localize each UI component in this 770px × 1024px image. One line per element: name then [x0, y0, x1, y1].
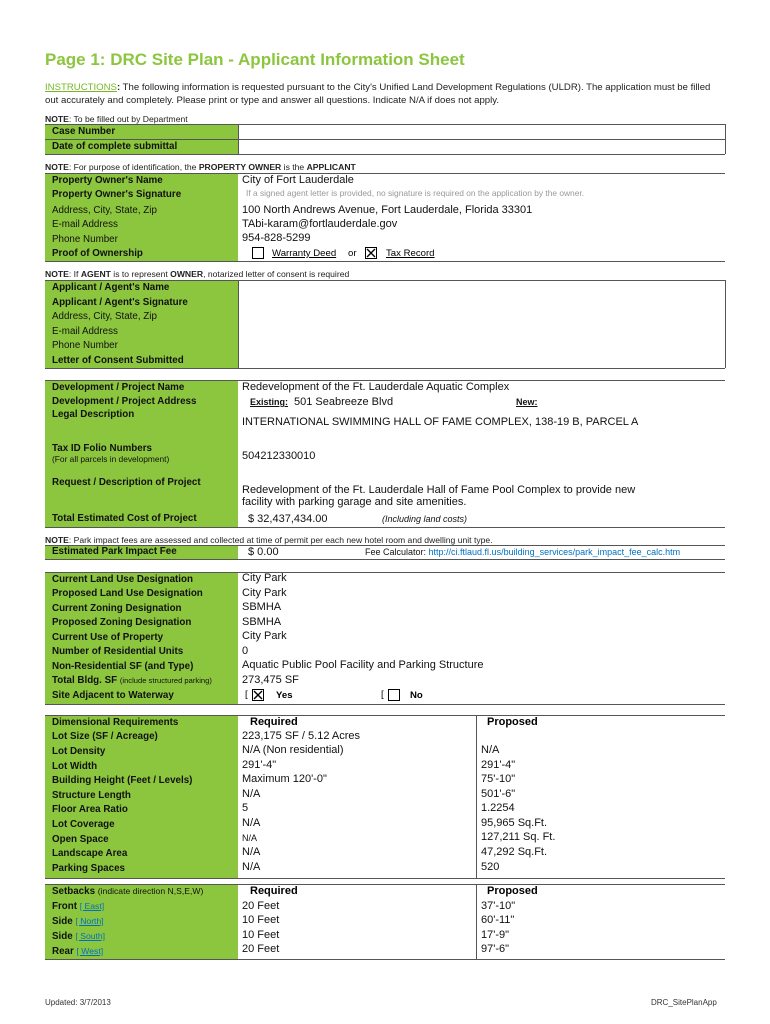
divider — [725, 124, 726, 154]
proposed-zoning-label: Proposed Zoning Designation — [52, 617, 192, 628]
divider — [45, 261, 725, 262]
tax-folio-sub: (For all parcels in development) — [52, 454, 170, 464]
owner-email-field[interactable]: TAbi-karam@fortlauderdale.gov — [242, 218, 398, 230]
current-land-use-field[interactable]: City Park — [242, 572, 287, 584]
proof-ownership-label: Proof of Ownership — [52, 248, 143, 259]
park-note: NOTE: Park impact fees are assessed and collected at time of permit per each new hotel room and dwelling unit type. — [45, 535, 493, 545]
waterway-no-checkbox[interactable] — [388, 689, 400, 701]
lot-density-label: Lot Density — [52, 746, 106, 757]
setback-front-required[interactable]: 20 Feet — [242, 900, 280, 912]
request-line2[interactable]: facility with parking garage and site amenities. — [242, 496, 467, 508]
lot-width-proposed[interactable]: 291'-4" — [481, 759, 516, 771]
setback-rear-label: Rear [ West] — [52, 946, 104, 957]
owner-signature-hint: If a signed agent letter is provided, no signature is required on the application by the owner. — [246, 188, 585, 198]
structure-length-proposed[interactable]: 501'-6" — [481, 788, 516, 800]
dimensional-header: Dimensional Requirements — [52, 717, 179, 728]
divider — [45, 715, 725, 716]
current-zoning-label: Current Zoning Designation — [52, 603, 182, 614]
total-bldg-sf-label: Total Bldg. SF (include structured parking) — [52, 675, 212, 686]
agent-signature-label: Applicant / Agent's Signature — [52, 297, 188, 308]
parking-spaces-label: Parking Spaces — [52, 863, 125, 874]
page-title: Page 1: DRC Site Plan - Applicant Information Sheet — [45, 50, 465, 69]
lot-size-required[interactable]: 223,175 SF / 5.12 Acres — [242, 730, 361, 742]
landscape-area-label: Landscape Area — [52, 848, 128, 859]
waterway-no-label: No — [410, 690, 423, 701]
owner-address-field[interactable]: 100 North Andrews Avenue, Fort Lauderdale, Florida 33301 — [242, 204, 533, 216]
legal-description-field[interactable]: INTERNATIONAL SWIMMING HALL OF FAME COMPLEX, 138-19 B, PARCEL A — [242, 416, 639, 428]
cost-note: (Including land costs) — [382, 514, 468, 524]
warranty-deed-label: Warranty Deed — [272, 248, 337, 259]
request-line1[interactable]: Redevelopment of the Ft. Lauderdale Hall of Fame Pool Complex to provide new — [242, 484, 636, 496]
landscape-area-required[interactable]: N/A — [242, 846, 261, 858]
proposed-zoning-field[interactable]: SBMHA — [242, 616, 282, 628]
structure-length-required[interactable]: N/A — [242, 788, 261, 800]
footer-updated: Updated: 3/7/2013 — [45, 998, 111, 1007]
divider — [45, 884, 725, 885]
open-space-label: Open Space — [52, 834, 109, 845]
setback-side2-label: Side [ South] — [52, 931, 106, 942]
setback-front-dir[interactable]: [ East] — [79, 901, 105, 911]
cost-label: Total Estimated Cost of Project — [52, 513, 197, 524]
park-fee-label: Estimated Park Impact Fee — [52, 546, 177, 557]
divider — [45, 173, 725, 174]
parking-spaces-proposed[interactable]: 520 — [481, 861, 500, 873]
owner-name-field[interactable]: City of Fort Lauderdale — [242, 174, 354, 186]
divider — [45, 878, 725, 879]
tax-record-label: Tax Record — [386, 248, 435, 259]
cost-field[interactable]: $ 32,437,434.00 — [248, 513, 328, 525]
setback-side1-required[interactable]: 10 Feet — [242, 914, 280, 926]
floor-area-ratio-proposed[interactable]: 1.2254 — [481, 802, 515, 814]
or-text: or — [348, 248, 357, 259]
open-space-proposed[interactable]: 127,211 Sq. Ft. — [481, 831, 556, 843]
total-bldg-sf-field[interactable]: 273,475 SF — [242, 674, 299, 686]
lot-width-label: Lot Width — [52, 761, 98, 772]
divider — [45, 572, 725, 573]
current-zoning-field[interactable]: SBMHA — [242, 601, 282, 613]
non-residential-sf-field[interactable]: Aquatic Public Pool Facility and Parking Structure — [242, 659, 484, 671]
owner-signature-label: Property Owner's Signature — [52, 189, 182, 200]
setback-side2-required[interactable]: 10 Feet — [242, 929, 280, 941]
residential-units-label: Number of Residential Units — [52, 646, 184, 657]
fee-calculator: Fee Calculator: http://ci.ftlaud.fl.us/building_services/park_impact_fee_calc.htm — [365, 547, 681, 557]
owner-phone-label: Phone Number — [52, 234, 118, 245]
divider — [45, 704, 725, 705]
owner-phone-field[interactable]: 954-828-5299 — [242, 232, 311, 244]
instructions-label: INSTRUCTIONS — [45, 82, 117, 93]
instructions-colon: : — [116, 82, 121, 93]
divider — [45, 559, 725, 560]
setback-side1-dir[interactable]: [ North] — [75, 916, 104, 926]
lot-coverage-proposed[interactable]: 95,965 Sq.Ft. — [481, 817, 548, 829]
waterway-yes-label: Yes — [276, 690, 293, 701]
warranty-deed-checkbox[interactable] — [252, 247, 264, 259]
non-residential-sf-label: Non-Residential SF (and Type) — [52, 661, 194, 672]
owner-address-label: Address, City, State, Zip — [52, 205, 157, 216]
agent-note: NOTE: If AGENT is to represent OWNER, notarized letter of consent is required — [45, 269, 350, 279]
owner-name-label: Property Owner's Name — [52, 175, 163, 186]
divider — [238, 124, 239, 154]
divider — [45, 124, 725, 125]
existing-label: Existing: — [250, 397, 289, 407]
existing-address-field[interactable]: 501 Seabreeze Blvd — [294, 396, 394, 408]
no-bracket: [ — [381, 689, 384, 700]
instructions — [45, 82, 725, 107]
divider — [476, 715, 477, 878]
waterway-label: Site Adjacent to Waterway — [52, 690, 174, 701]
current-use-label: Current Use of Property — [52, 632, 164, 643]
open-space-required[interactable]: N/A — [242, 833, 258, 843]
setback-side1-proposed[interactable]: 60'-11" — [481, 914, 515, 926]
lot-density-required[interactable]: N/A (Non residential) — [242, 744, 344, 756]
project-address-label: Development / Project Address — [52, 396, 197, 407]
setback-side1-label: Side [ North] — [52, 916, 104, 927]
lot-density-proposed[interactable]: N/A — [481, 744, 500, 756]
proposed-land-use-label: Proposed Land Use Designation — [52, 588, 203, 599]
setbacks-required-header: Required — [250, 885, 298, 897]
building-height-label: Building Height (Feet / Levels) — [52, 775, 193, 786]
setbacks-proposed-header: Proposed — [487, 885, 538, 897]
lot-width-required[interactable]: 291'-4" — [242, 759, 277, 771]
owner-email-label: E-mail Address — [52, 219, 118, 230]
setback-rear-proposed[interactable]: 97'-6" — [481, 943, 510, 955]
agent-email-label: E-mail Address — [52, 326, 118, 337]
checkmark-x-icon — [253, 690, 263, 700]
lot-coverage-required[interactable]: N/A — [242, 817, 261, 829]
dept-note: NOTE: To be filled out by Department — [45, 114, 188, 124]
park-fee-field[interactable]: $ 0.00 — [248, 546, 279, 558]
proposed-land-use-field[interactable]: City Park — [242, 587, 287, 599]
floor-area-ratio-required[interactable]: 5 — [242, 802, 249, 814]
consent-letter-label: Letter of Consent Submitted — [52, 355, 184, 366]
floor-area-ratio-label: Floor Area Ratio — [52, 804, 128, 815]
tax-folio-field[interactable]: 504212330010 — [242, 450, 316, 462]
current-land-use-label: Current Land Use Designation — [52, 574, 193, 585]
setbacks-header: Setbacks (indicate direction N,S,E,W) — [52, 886, 204, 897]
yes-bracket: [ — [245, 689, 248, 700]
setback-front-proposed[interactable]: 37'-10" — [481, 900, 516, 912]
legal-description-label: Legal Description — [52, 409, 135, 420]
divider — [45, 154, 725, 155]
setback-rear-required[interactable]: 20 Feet — [242, 943, 280, 955]
divider — [45, 527, 725, 528]
setback-front-label: Front [ East] — [52, 901, 105, 912]
waterway-yes-checkbox[interactable] — [252, 689, 264, 701]
agent-address-label: Address, City, State, Zip — [52, 311, 157, 322]
new-label: New: — [516, 397, 538, 407]
dimensional-required-header: Required — [250, 716, 298, 728]
divider — [725, 280, 726, 368]
divider — [238, 280, 239, 368]
footer-form-id: DRC_SitePlanApp — [651, 998, 717, 1007]
landscape-area-proposed[interactable]: 47,292 Sq.Ft. — [481, 846, 548, 858]
agent-name-label: Applicant / Agent's Name — [52, 282, 170, 293]
parking-spaces-required[interactable]: N/A — [242, 861, 261, 873]
divider — [476, 884, 477, 959]
checkmark-x-icon — [366, 248, 376, 258]
instructions-text: The following information is requested pursuant to the City's Unified Land Development Regulations (ULDR). The application must be filled out accurately and completely. Please print or type and answer all questions. Indicate N/A if does not apply. — [45, 82, 711, 106]
building-height-required[interactable]: Maximum 120'-0" — [242, 773, 327, 785]
case-number-label: Case Number — [52, 126, 116, 137]
submittal-date-label: Date of complete submittal — [52, 141, 178, 152]
current-use-field[interactable]: City Park — [242, 630, 287, 642]
lot-size-label: Lot Size (SF / Acreage) — [52, 731, 158, 742]
agent-phone-label: Phone Number — [52, 340, 118, 351]
owner-note: NOTE: For purpose of identification, the PROPERTY OWNER is the APPLICANT — [45, 162, 356, 172]
setback-side2-proposed[interactable]: 17'-9" — [481, 929, 510, 941]
residential-units-field[interactable]: 0 — [242, 645, 249, 657]
divider — [45, 280, 725, 281]
project-name-label: Development / Project Name — [52, 382, 185, 393]
tax-record-checkbox[interactable] — [365, 247, 377, 259]
setback-side2-dir[interactable]: [ South] — [75, 931, 106, 941]
dimensional-proposed-header: Proposed — [487, 716, 538, 728]
tax-folio-label: Tax ID Folio Numbers — [52, 443, 152, 454]
request-label: Request / Description of Project — [52, 477, 201, 488]
divider — [45, 368, 725, 369]
divider — [45, 959, 725, 960]
fee-calculator-link[interactable]: http://ci.ftlaud.fl.us/building_services/park_impact_fee_calc.htm — [428, 547, 681, 557]
structure-length-label: Structure Length — [52, 790, 131, 801]
building-height-proposed[interactable]: 75'-10" — [481, 773, 516, 785]
project-name-field[interactable]: Redevelopment of the Ft. Lauderdale Aquatic Complex — [242, 381, 510, 393]
divider — [45, 139, 725, 140]
lot-coverage-label: Lot Coverage — [52, 819, 115, 830]
setback-rear-dir[interactable]: [ West] — [76, 946, 104, 956]
